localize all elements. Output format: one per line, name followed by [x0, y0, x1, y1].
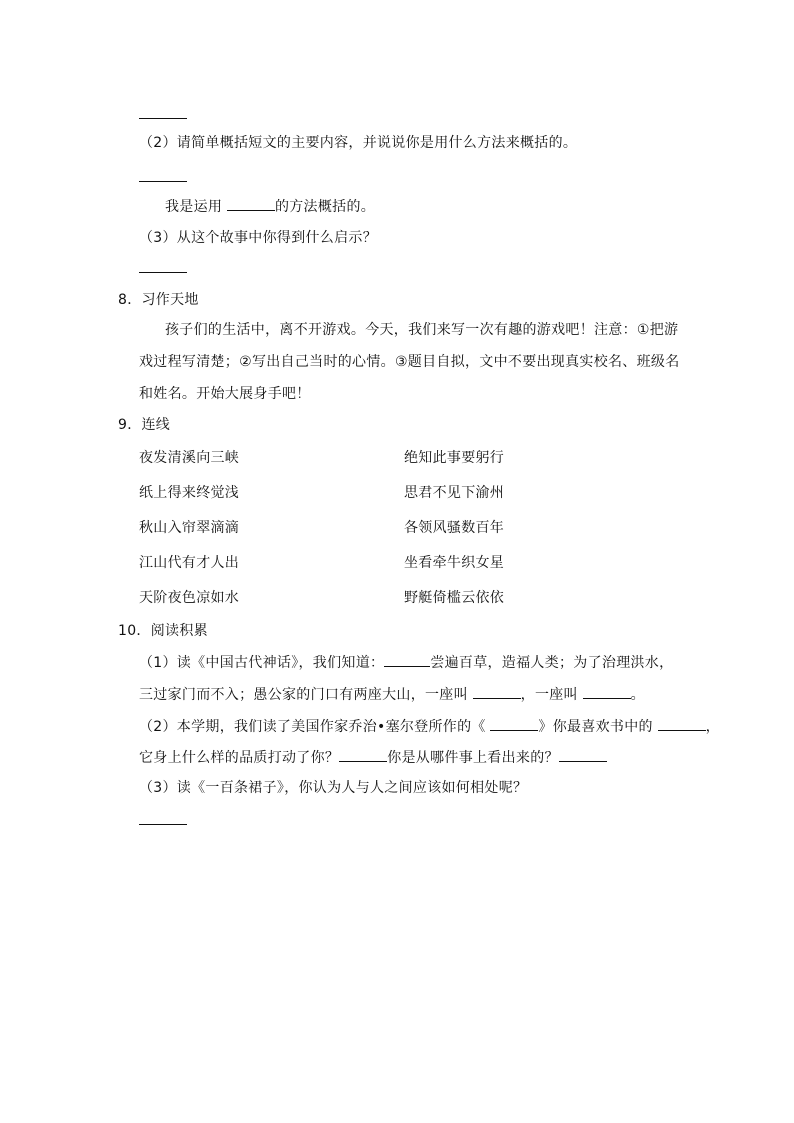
match-left-item[interactable]: 秋山入帘翠滴滴 — [139, 520, 240, 536]
match-right-item[interactable]: 各领风骚数百年 — [404, 520, 505, 536]
q8-title: 8．习作天地 — [118, 292, 199, 308]
q10-s2-text-d: 它身上什么样的品质打动了你？ — [139, 750, 340, 766]
q10-s1-text-e: 。 — [630, 687, 645, 703]
q10-sub2-line-1 — [139, 716, 720, 737]
answer-blank[interactable] — [583, 684, 631, 699]
answer-blank[interactable] — [658, 716, 706, 731]
answer-blank[interactable] — [139, 118, 187, 119]
q10-s1-text-d: ，一座叫 — [520, 687, 583, 703]
answer-blank[interactable] — [139, 272, 187, 273]
q10-sub2-line-2 — [139, 747, 607, 768]
answer-blank[interactable] — [227, 196, 275, 211]
answer-blank[interactable] — [339, 747, 387, 762]
q7-sub2-suffix: 的方法概括的。 — [274, 199, 376, 215]
q10-s2-text-a: （2）本学期，我们读了美国作家乔治•塞尔登所作的《 — [139, 719, 491, 735]
match-left-item[interactable]: 夜发清溪向三峡 — [139, 450, 240, 466]
answer-blank[interactable] — [384, 652, 430, 667]
answer-blank[interactable] — [139, 824, 187, 825]
q7-sub2-answer-line — [165, 196, 375, 217]
match-left-item[interactable]: 纸上得来终觉浅 — [139, 485, 240, 501]
match-right-item[interactable]: 坐看牵牛织女星 — [404, 555, 505, 571]
q9-title: 9．连线 — [118, 417, 171, 433]
q10-sub1-line-2 — [139, 684, 645, 705]
q10-title: 10．阅读积累 — [118, 623, 208, 639]
answer-blank[interactable] — [139, 181, 187, 182]
q10-sub1-line-1 — [139, 652, 673, 673]
answer-blank[interactable] — [473, 684, 521, 699]
match-left-item[interactable]: 天阶夜色凉如水 — [139, 590, 240, 606]
q10-s1-text-c: 三过家门而不入；愚公家的门口有两座大山，一座叫 — [139, 687, 473, 703]
q7-sub2-prefix: 我是运用 — [165, 199, 227, 215]
match-right-item[interactable]: 思君不见下渝州 — [404, 485, 505, 501]
q10-s2-text-e: 你是从哪件事上看出来的？ — [387, 750, 559, 766]
answer-blank[interactable] — [490, 716, 538, 731]
q7-sub2-question: （2）请简单概括短文的主要内容，并说说你是用什么方法来概括的。 — [139, 135, 578, 151]
q10-sub3-question: （3）读《一百条裙子》，你认为人与人之间应该如何相处呢？ — [139, 780, 528, 796]
q10-s1-text-a: （1）读《中国古代神话》，我们知道： — [139, 655, 385, 671]
match-left-item[interactable]: 江山代有才人出 — [139, 555, 240, 571]
q10-s2-text-b: 》你最喜欢书中的 — [538, 719, 658, 735]
q7-sub3-question: （3）从这个故事中你得到什么启示？ — [139, 230, 378, 246]
q10-s1-text-b: 尝遍百草，造福人类；为了治理洪水， — [430, 655, 674, 671]
q10-s2-text-c: ， — [705, 719, 720, 735]
q8-line-2: 戏过程写清楚；②写出自己当时的心情。③题目自拟，文中不要出现真实校名、班级名 — [139, 354, 680, 370]
q8-line-1: 孩子们的生活中，离不开游戏。今天，我们来写一次有趣的游戏吧！注意：①把游 — [165, 322, 679, 338]
answer-blank[interactable] — [559, 747, 607, 762]
match-right-item[interactable]: 绝知此事要躬行 — [404, 450, 505, 466]
match-right-item[interactable]: 野艇倚槛云依依 — [404, 590, 505, 606]
q8-line-3: 和姓名。开始大展身手吧！ — [139, 386, 311, 402]
